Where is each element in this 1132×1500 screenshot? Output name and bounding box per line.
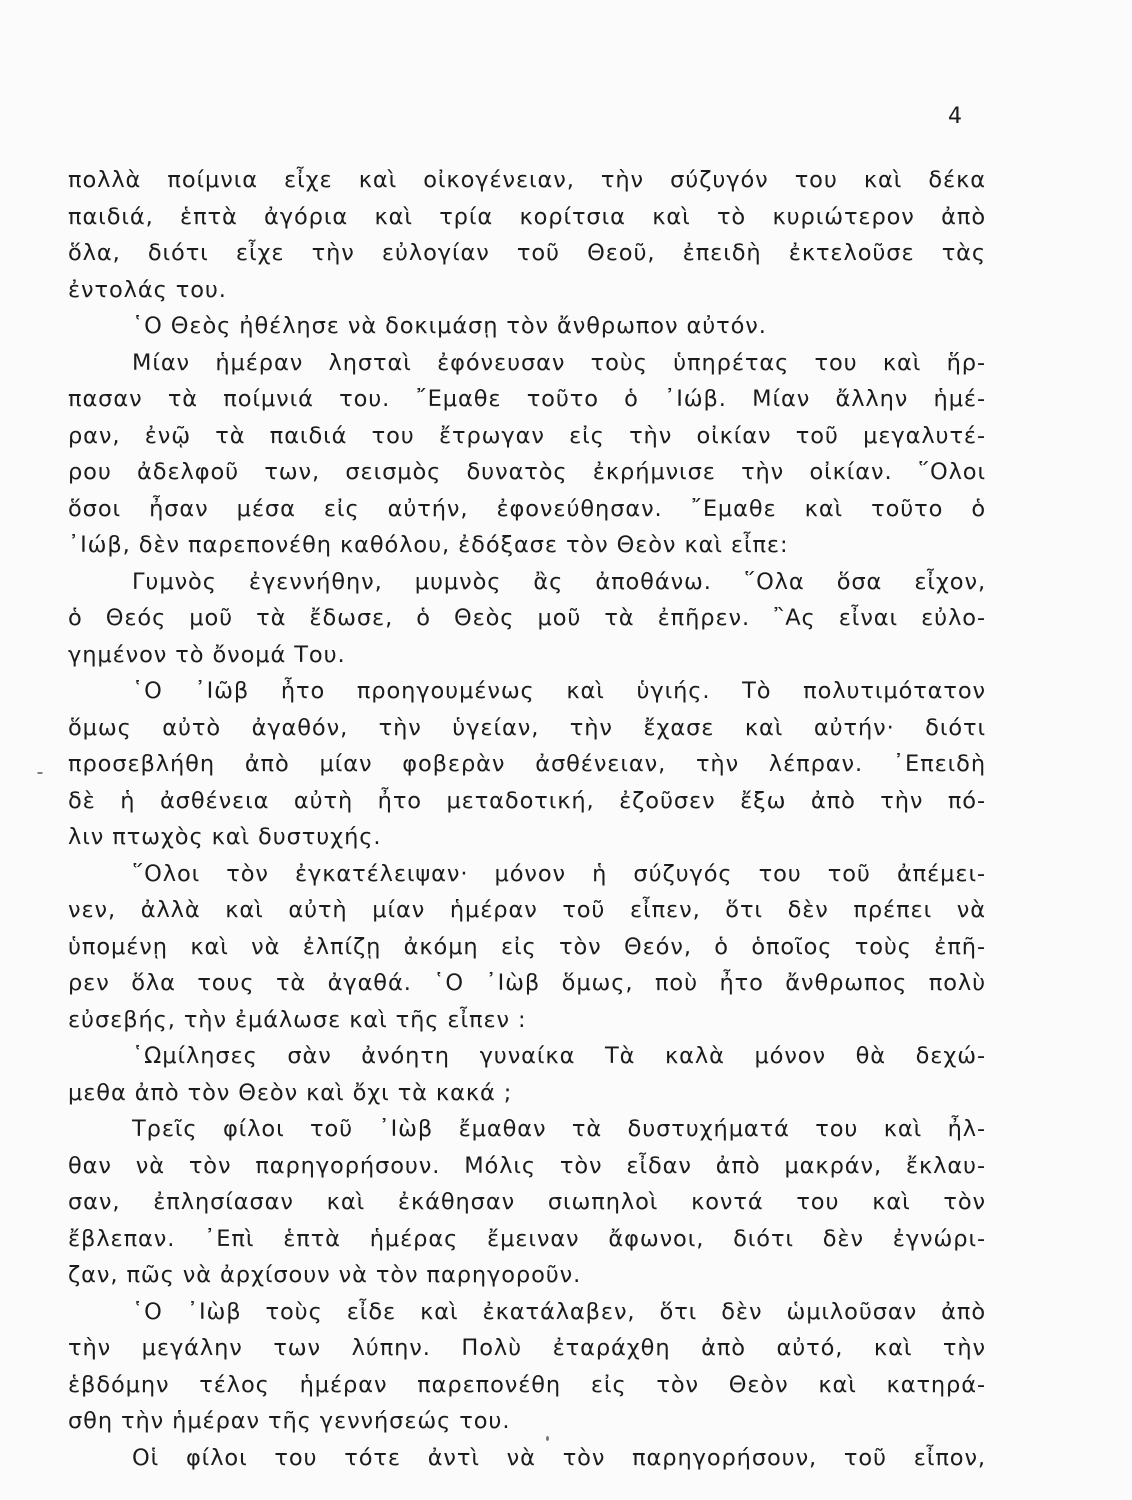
text-line: ὅσοι ἦσαν μέσα εἰς αὐτήν, ἐφονεύθησαν. ῎Εμαθε καὶ τοῦτο ὁ (68, 495, 986, 522)
page-number: 4 (948, 104, 963, 129)
text-line: ρου ἀδελφοῦ των, σεισμὸς δυνατὸς ἐκρήμνισε τὴν οἰκίαν. ῞Ολοι (68, 459, 986, 485)
text-line: προσεβλήθη ἀπὸ μίαν φοβερὰν ἀσθένειαν, τὴν λέπραν. ᾿Επειδὴ (68, 751, 986, 777)
text-line: πολλὰ ποίμνια εἶχε καὶ οἰκογένειαν, τὴν σύζυγόν του καὶ δέκα (68, 167, 986, 193)
text-line: δὲ ἡ ἀσθένεια αὐτὴ ἦτο μεταδοτική, ἐζοῦσεν ἔξω ἀπὸ τὴν πό- (68, 787, 986, 814)
text-line: ῾Ο ᾿Ιὼβ τοὺς εἶδε καὶ ἐκατάλαβεν, ὅτι δὲν ὡμιλοῦσαν ἀπὸ (132, 1298, 986, 1325)
paper-speck (37, 772, 43, 774)
text-line: Μίαν ἡμέραν λησταὶ ἐφόνευσαν τοὺς ὑπηρέτας του καὶ ἥρ- (132, 349, 986, 376)
text-line: εὐσεβής, τὴν ἐμάλωσε καὶ τῆς εἶπεν : (68, 1006, 527, 1033)
text-line: ῾Ο Θεὸς ἠθέλησε νὰ δοκιμάσῃ τὸν ἄνθρωπον αὐτόν. (132, 313, 767, 339)
text-line: ἑβδόμην τέλος ἡμέραν παρεπονέθη εἰς τὸν Θεὸν καὶ κατηρά- (68, 1371, 986, 1398)
text-line: ὑπομένῃ καὶ νὰ ἐλπίζῃ ἀκόμη εἰς τὸν Θεόν, ὁ ὁποῖος τοὺς ἐπῆ- (68, 933, 986, 960)
text-line: ραν, ἐνῷ τὰ παιδιά του ἔτρωγαν εἰς τὴν οἰκίαν τοῦ μεγαλυτέ- (68, 422, 986, 449)
paper-speck (546, 1436, 549, 1441)
text-line: Οἱ φίλοι του τότε ἀντὶ νὰ τὸν παρηγορήσουν, τοῦ εἶπον, (132, 1444, 986, 1471)
text-line: ῾Ωμίλησες σὰν ἀνόητη γυναίκα Τὰ καλὰ μόνον θὰ δεχώ- (132, 1043, 986, 1069)
text-line: τὴν μεγάλην των λύπην. Πολὺ ἐταράχθη ἀπὸ αὐτό, καὶ τὴν (68, 1335, 986, 1361)
text-line: ᾿Ιώβ, δὲν παρεπονέθη καθόλου, ἐδόξασε τὸν Θεὸν καὶ εἶπε: (68, 532, 789, 558)
body-text (68, 162, 986, 1476)
text-line: σαν, ἐπλησίασαν καὶ ἐκάθησαν σιωπηλοὶ κοντά του καὶ τὸν (68, 1189, 986, 1215)
text-line: ζαν, πῶς νὰ ἀρχίσουν νὰ τὸν παρηγοροῦν. (68, 1262, 582, 1288)
text-line: μεθα ἀπὸ τὸν Θεὸν καὶ ὄχι τὰ κακά ; (68, 1079, 513, 1106)
text-line: παιδιά, ἑπτὰ ἀγόρια καὶ τρία κορίτσια καὶ τὸ κυριώτερον ἀπὸ (68, 203, 986, 230)
text-line: ὁ Θεός μοῦ τὰ ἔδωσε, ὁ Θεὸς μοῦ τὰ ἐπῆρεν. ῍Ας εἶναι εὐλο- (68, 605, 986, 631)
text-line: σθη τὴν ἡμέραν τῆς γεννήσεώς του. (68, 1408, 511, 1434)
text-line: Γυμνὸς ἐγεννήθην, μυμνὸς ἂς ἀποθάνω. ῞Ολα ὅσα εἶχον, (132, 568, 986, 595)
text-line: ῾Ο ᾿Ιῶβ ἦτο προηγουμένως καὶ ὑγιής. Τὸ πολυτιμότατον (132, 678, 986, 704)
text-line: λιν πτωχὸς καὶ δυστυχής. (68, 824, 382, 850)
text-line: ἐντολάς του. (68, 276, 227, 303)
text-line: Τρεῖς φίλοι τοῦ ᾿Ιὼβ ἔμαθαν τὰ δυστυχήματά του καὶ ἦλ- (132, 1116, 986, 1142)
text-line: ρεν ὅλα τους τὰ ἀγαθά. ῾Ο ᾿Ιὼβ ὅμως, ποὺ ἦτο ἄνθρωπος πολὺ (68, 970, 986, 996)
text-line: ὅλα, διότι εἶχε τὴν εὐλογίαν τοῦ Θεοῦ, ἐπειδὴ ἐκτελοῦσε τὰς (68, 240, 986, 266)
text-line: νεν, ἀλλὰ καὶ αὐτὴ μίαν ἡμέραν τοῦ εἶπεν, ὅτι δὲν πρέπει νὰ (68, 897, 986, 923)
text-line: πασαν τὰ ποίμνιά του. ῎Εμαθε τοῦτο ὁ ᾿Ιώβ. Μίαν ἄλλην ἡμέ- (68, 386, 986, 412)
text-line: ὅμως αὐτὸ ἀγαθόν, τὴν ὑγείαν, τὴν ἔχασε καὶ αὐτήν· διότι (68, 714, 986, 741)
text-line: γημένον τὸ ὄνομά Του. (68, 641, 346, 668)
text-line: θαν νὰ τὸν παρηγορήσουν. Μόλις τὸν εἶδαν ἀπὸ μακράν, ἔκλαυ- (68, 1152, 986, 1179)
text-line: ἔβλεπαν. ᾿Επὶ ἑπτὰ ἡμέρας ἔμειναν ἄφωνοι, διότι δὲν ἐγνώρι- (68, 1225, 986, 1252)
text-line: ῞Ολοι τὸν ἐγκατέλειψαν· μόνον ἡ σύζυγός του τοῦ ἀπέμει- (132, 860, 986, 887)
